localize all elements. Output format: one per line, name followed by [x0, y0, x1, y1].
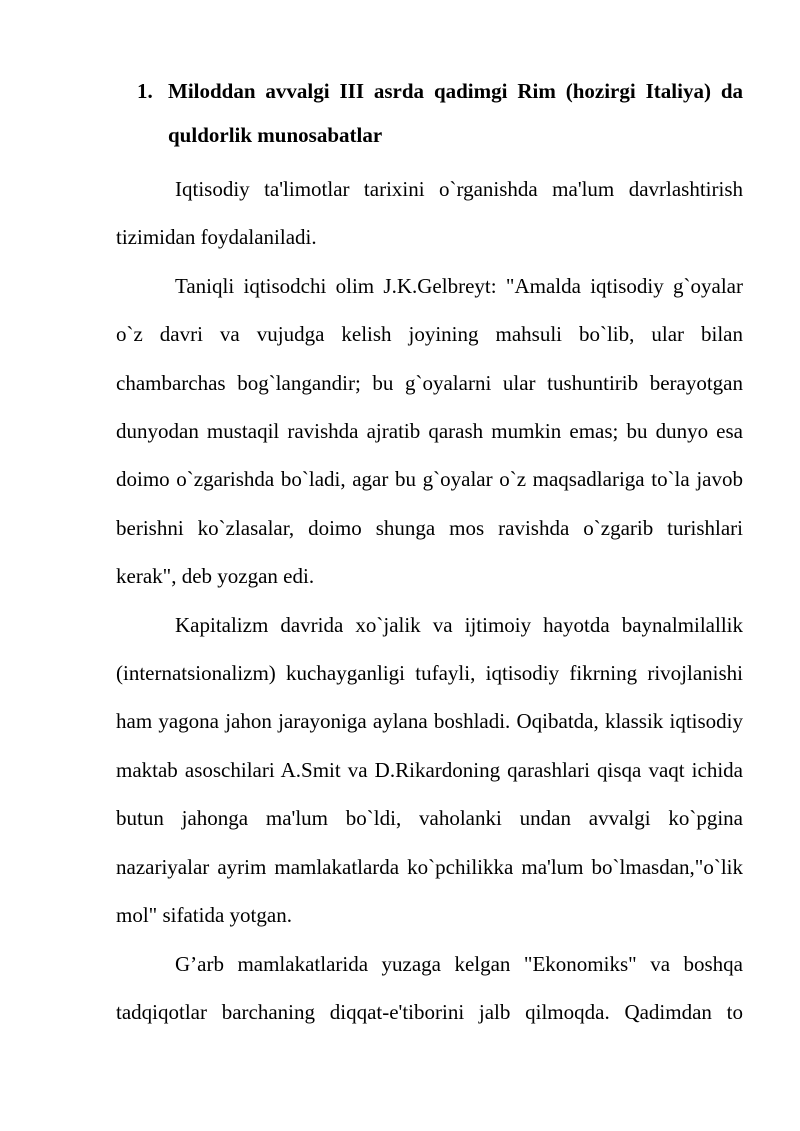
paragraph-periodization: Iqtisodiy ta'limotlar tarixini o`rganishda ma'lum davrlashtirish tizimidan foydalaniladi.	[116, 177, 743, 250]
section-heading	[137, 69, 743, 157]
heading-number: 1.	[137, 79, 153, 103]
heading-title: Miloddan avvalgi III asrda qadimgi Rim (hozirgi Italiya) da quldorlik munosabatlar	[168, 79, 743, 147]
paragraph-economics: G’arb mamlakatlarida yuzaga kelgan "Ekonomiks" va boshqa tadqiqotlar barchaning diqqat-e'tiborini jalb qilmoqda. Qadimdan to	[116, 951, 743, 1024]
document-body	[116, 165, 743, 1036]
paragraph-capitalism: Kapitalizm davrida xo`jalik va ijtimoiy hayotda baynalmilallik (internatsionalizm) kuchayganligi tufayli, iqtisodiy fikrning rivojlanishi ham yagona jahon jarayoniga aylana boshladi. Oqibatda, klassik iqtisodiy maktab asoschilari A.Smit va D.Rikardoning qarashlari qisqa vaqt ichida butun jahonga ma'lum bo`ldi, vaholanki undan avvalgi ko`pgina nazariyalar ayrim mamlakatlarda ko`pchilikka ma'lum bo`lmasdan,"o`lik mol" sifatida yotgan.	[116, 612, 743, 928]
paragraph-galbraith-quote: Taniqli iqtisodchi olim J.K.Gelbreyt: "Amalda iqtisodiy g`oyalar o`z davri va vujudga kelish joyining mahsuli bo`lib, ular bilan chambarchas bog`langandir; bu g`oyalarni ular tushuntirib berayotgan dunyodan mustaqil ravishda ajratib qarash mumkin emas; bu dunyo esa doimo o`zgarishda bo`ladi, agar bu g`oyalar o`z maqsadlariga to`la javob berishni ko`zlasalar, doimo shunga mos ravishda o`zgarib turishlari kerak", deb yozgan edi.	[116, 273, 743, 589]
